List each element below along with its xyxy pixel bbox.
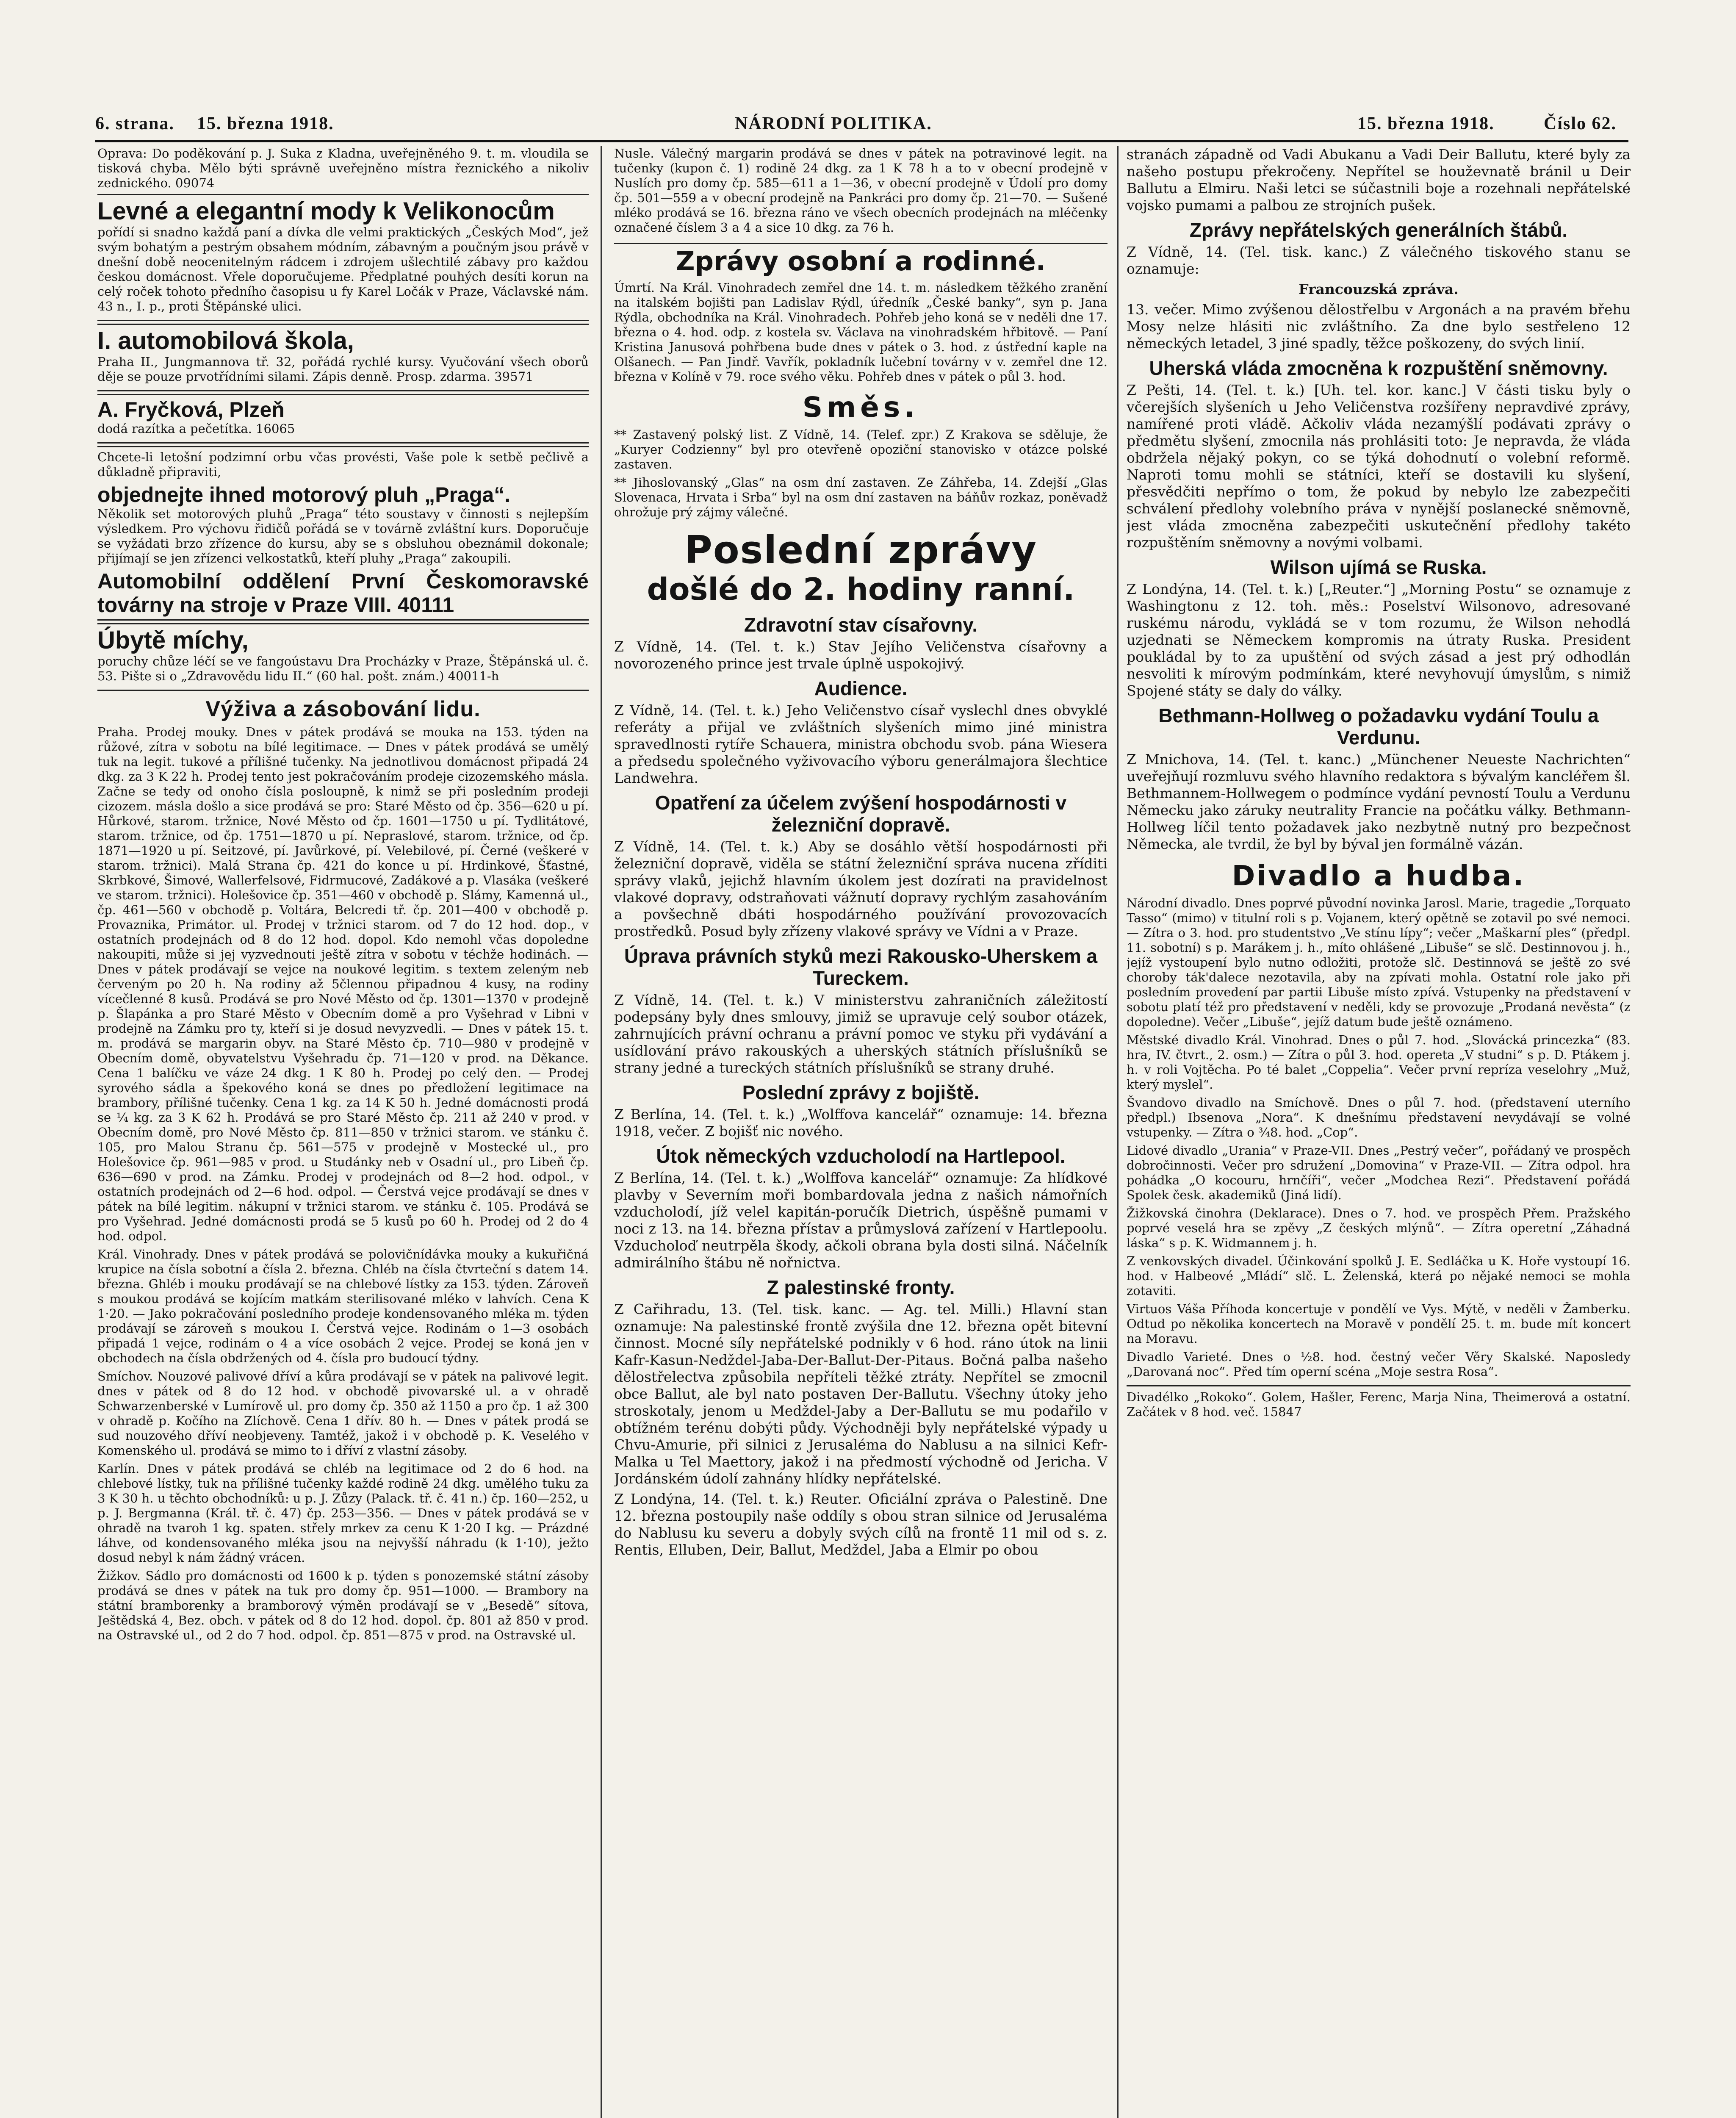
ad-title: Úbytě míchy,: [97, 627, 249, 654]
section-heading: Výživa a zásobování lidu.: [205, 697, 481, 721]
section-heading: Směs.: [802, 391, 919, 424]
correction-notice: Oprava: Do poděkování p. J. Suka z Kladna, uveřejněného 9. t. m. vloudila se tisková chyba. Mělo býti správně uveřejněno místra řeznického a nikoliv zednického. 09074: [97, 146, 589, 190]
article-heading: Zprávy nepřátelských generálních štábů.: [1189, 219, 1568, 241]
article-subheading: Francouzská zpráva.: [1299, 281, 1459, 297]
advertisement-motorovy-pluh: [97, 446, 589, 621]
article-heading: Opatření za účelem zvýšení hospodárnosti v železniční dopravě.: [655, 792, 1067, 836]
article-heading: Z palestinské fronty.: [767, 1276, 955, 1298]
article-paragraph: Švandovo divadlo na Smíchově. Dnes o půl 7. hod. (představení uterního předpl.) Ibsenova „Nora“. K dnešnímu představení nevydávají se volné vstupenky. — Zítra o ¾8. hod. „Cop“.: [1127, 1095, 1631, 1139]
article-paragraph: Král. Vinohrady. Dnes v pátek prodává se polovičnídávka mouky a kukuřičná krupice na čísla sobotní a čísla 2. března. Chléb na čísla čtvrteční s datem 14. března. Ghléb i mouku prodávají se na chlebové lístky za 153. týden. Zároveň s moukou prodává se kojícím matkám sterilisované mléko v lahvích. Cena K 1·20. — Jako pokračování posledního prodeje kondensovaného mléka m. týden prodávají se zároveň s moukou I. Čerstvá vejce. Rodinám o 1—3 osobách připadá 1 vejce, rodinám o 4 a více osobách 2 vejce. Prodej se koná jen v obchodech na čísla obdržených od 4. čísla pro budoucí týdny.: [97, 1247, 589, 1365]
article-paragraph: Karlín. Dnes v pátek prodává se chléb na legitimace od 2 do 6 hod. na chlebové lístky, tuk na přílišné tučenky každé rodině 24 dkg. umělého tuku za 3 K 30 h. u těchto obchodníků: u p. J. Zůzy (Palack. tř. č. 41 n.) čp. 160—252, u p. J. Bergmanna (Král. tř. č. 47) čp. 253—356. — Dnes v pátek prodává se v ohradě na tvaroh 1 kg. spaten. střely mrkev za cenu K 1·20 I kg. — Prázdné láhve, od kondensovaného mléka jsou na nejvyšší náhradu (k 1·10), ježto dosud nebyl k nám žádný vrácen.: [97, 1461, 589, 1565]
article-heading: Poslední zprávy z bojiště.: [742, 1081, 980, 1103]
article-heading: Útok německých vzducholodí na Hartlepool.: [656, 1145, 1066, 1167]
article-paragraph: Z Berlína, 14. (Tel. t. k.) „Wolffova kancelář“ oznamuje: Za hlídkové plavby v Severním moři bombardovala jedna z našich námořních vzducholodí, jíž velel kapitán-poručík Dietrich, úspěšně pumami v noci z 13. na 14. března přístav a průmyslová zařízení v Hartlepoolu. Vzducholoď neutrpěla škody, ačkoli obrana byla dosti silná. Náčelník admirálního štábu ně nořnictva.: [614, 1170, 1107, 1271]
section-heading: Zprávy osobní a rodinné.: [614, 243, 1107, 276]
left-column: [97, 146, 589, 2118]
issue-number: Číslo 62.: [1544, 114, 1617, 133]
ad-firm: Automobilní oddělení První Českomoravské továrny na stroje v Praze VIII. 40111: [97, 569, 589, 617]
advertisement-mody: [97, 194, 589, 321]
ad-body: dodá razítka a pečetítka. 16065: [97, 421, 295, 436]
article-paragraph: Z Vídně, 14. (Tel. t. k.) V ministerstvu zahraničních záležitostí podepsány byly dnes smlouvy, jimiž se upravuje celý soubor otázek, zahrnujících právní ochranu a právní pomoc ve styku při vydávání a usídlování právo rakouských a uherských státních příslušníků se strany jedné a tureckých státních příslušníků se strany druhé.: [614, 992, 1107, 1076]
advertisement-autoskola: [97, 324, 589, 391]
page-header: [95, 114, 1628, 139]
header-date-left: 15. března 1918.: [197, 114, 334, 133]
ad-body: Chcete-li letošní podzimní orbu včas provésti, Vaše pole k setbě pečlivě a důkladně připraviti,: [97, 450, 589, 479]
column-divider: [601, 146, 602, 2118]
header-date-right: 15. března 1918.: [1357, 114, 1495, 133]
header-rule: [95, 140, 1628, 142]
article-paragraph: Nusle. Válečný margarin prodává se dnes v pátek na potravinové legit. na tučenky (kupon č. 1) rodině 24 dkg. za 1 K 78 h a to v obecní prodejně v Nuslích pro domy čp. 585—611 a 1—36, v obecní prodejně v Údolí pro domy čp. 501—559 a v obecní prodejně na Pankráci pro domy čp. 21—70. — Sušené mléko prodává se 16. března ráno ve všech obecních prodejnách na mléčenky označené číslem 3 a 4 a sice 10 dkg. za 76 h.: [614, 146, 1107, 235]
masthead: NÁRODNÍ POLITIKA.: [735, 114, 932, 133]
article-heading: Uherská vláda zmocněna k rozpuštění sněmovny.: [1149, 357, 1608, 379]
article-paragraph: Národní divadlo. Dnes poprvé původní novinka Jarosl. Marie, tragedie „Torquato Tasso“ (mimo) v titulní roli s p. Vojanem, který opětně se zotavil po své nemoci. — Zítra o 3. hod. pro studentstvo „Ve stínu lípy“; večer „Maškarní ples“ (předpl. 11. sobotní) s p. Marákem j. h., míto ohlášené „Libuše“ se slč. Destinnovou j. h., jejíž vystoupení bylo nutno odložiti, protože slč. Destinnová se ještě zo své choroby ták'dalece nezotavila, aby na zpívati mohla. Ostatní role jako při posledním provedení par partii Libuše místo zpívá. Vstupenky na představení v sobotu platí též pro představení v neděli, kdy se provozuje „Prodaná nevěsta“ (z dopoledne). Večer „Libuše“, jejíž datum bude ještě oznámeno.: [1127, 896, 1631, 1029]
article-paragraph: Žižkovská činohra (Deklarace). Dnes o 7. hod. ve prospěch Přem. Pražského poprvé veselá hra se zpěvy „Z českých mlýnů“. — Zítra operetní „Záhadná láska“ s p. K. Widmannem j. h.: [1127, 1206, 1631, 1250]
article-paragraph: Praha. Prodej mouky. Dnes v pátek prodává se mouka na 153. týden na růžové, zítra v sobotu na bílé legitimace. — Dnes v pátek prodává se umělý tuk na legit. tukové a přílišné tučenky. Na jednotlivou domácnost připadá 24 dkg. za 3 K 22 h. Prodej tento jest pokračováním prodeje cizozemského másla. Začne se tedy od onoho čísla posloupně, k nimž se při posledním prodeji cizozem. másla došlo a sice prodává se pro: Staré Město od čp. 356—620 u pí. Hůrkové, starom. tržnice, Nové Město od čp. 1601—1750 u pí. Tydlitátové, starom. tržnice, od čp. 1751—1870 u pí. Nepraslové, starom. tržnice, od čp. 1871—1920 u pí. Seitzové, pí. Javůrkové, pí. Velebilové, pí. Černé (veškeré v starom. tržnici). Malá Strana čp. 421 do konce u pí. Hrdinkové, Šťastné, Skrbkové, Šimové, Wallerfelsové, Fidrmucové, Zadákové a p. Vlasáka (veškeré ve starom. tržnici). Holešovice čp. 351—460 v obchodě p. Slámy, Kamenná ul., čp. 461—560 v obchodě p. Voltára, Belcredi tř. čp. 201—400 v obchodě p. Provaznika, Primátor. ul. Prodej v tržnici starom. od 7 do 12 hod. dop., v ostatních prodejnách od 8 do 12 hod. dopol. Kdo nemohl včas dopoledne nakoupiti, může si jej vyzvednouti ještě zítra v sobotu v téchže hodinách. — Dnes v pátek prodávají se vejce na noukové legitim. s textem zeleným neb červeným po 20 h. Na rodiny až 5člennou připadnou 4 kusy, na rodiny vícečlenné 8 kusů. Prodává se pro Nové Město od čp. 1301—1370 v prodejně p. Šlapánka a pro Staré Město v Obecním domě a pro Vyšehrad v Libni v prodejně na Zámku pro ty, kteří si je dosud nevyzvedli. — Dnes v pátek 15. t. m. prodává se margarin obyv. na Staré Město čp. 710—980 v prodejně v Obecním domě, obyvatelstvu Vyšehradu čp. 71—120 v prod. na Děkance. Cena 1 balíčku ve váze 24 dkg. 1 K 80 h. Prodej po celý den. — Prodej syrového sádla a špekového koná se dnes po předložení legitimace na brambory, přílišné tučenky. Cena 1 kg. za 14 K 50 h. Jedné domácnosti prodá se ¼ kg. za 3 K 62 h. Prodává se pro Staré Město čp. 211 až 240 v prod. v Obecním domě, pro Nové Město čp. 811—850 v tržnici starom. ve stánku č. 105, pro Malou Stranu čp. 561—575 v prodejně v Mostecké ul., pro Holešovice čp. 961—985 v prod. u Studánky neb v Osadní ul., pro Libeň čp. 636—690 v prod. na Zámku. Prodej v prodejnách od 8—2 hod. odpol., v ostatních prodejnách od 2—6 hod. odpol. — Čerstvá vejce prodávají se dnes v pátek na bílé legitim. nákupní v tržnici starom. ve stánku č. 105. Prodává se pro Vyšehrad. Jedné domácnosti prodá se 5 kusů po 60 h. Prodej od 2 do 4 hod. odpol.: [97, 725, 589, 1243]
article-paragraph: Smíchov. Nouzové palivové dříví a kůra prodávají se v pátek na palivové legit. dnes v pátek od 8 do 12 hod. v obchodě pivovarské ul. a v ohradě Schwarzenberské v Lumírově ul. pro domy čp. 350 až 1150 a pro čp. 1 až 300 v ohradě p. Kočího na Zlíchově. Cena 1 dřív. 80 h. — Dnes v pátek prodá se sud nouzového dříví neobjeveny. Tamtéž, jakož i v obchodě p. K. Veselého v Komenského ul. prodává se mimo to i dříví z vlastní zásoby.: [97, 1369, 589, 1458]
section-heading: Divadlo a hudba.: [1232, 859, 1526, 892]
headline: Poslední zprávy: [684, 528, 1038, 572]
article-paragraph: Z Vídně, 14. (Tel. t. k.) Jeho Veličenstvo císař vyslechl dnes obvyklé referáty a přijal ve zvláštních slyšeních mimo jiné ministra spravedlnosti rytíře Schauera, ministra obchodu svob. pána Wiesera a předsedu společného vyživovacího výboru generálmajora šlechtice Landwehra.: [614, 702, 1107, 786]
article-paragraph: Z Mnichova, 14. (Tel. t. kanc.) „Münchener Neueste Nachrichten“ uveřejňují rozmluvu svého hlavního redaktora s bývalým kancléřem šl. Bethmannem-Hollwegem o podmínce vydání pevností Toulu a Verdunu Německu jako záruky neutrality Francie na počátku války. Bethmann-Hollweg líčil tento požadavek jako nezbytně nutný pro bezpečnost Německa, ale tvrdil, že byl by býval jen formálně vázán.: [1127, 751, 1631, 852]
article-heading: Zdravotní stav císařovny.: [744, 614, 978, 636]
footer-ad: [1127, 1385, 1631, 1419]
advertisement-razitka: [97, 394, 589, 444]
article-paragraph: Z Vídně, 14. (Tel. t. k.) Aby se dosáhlo větší hospodárnosti při železniční dopravě, viděla se státní železniční správa nucena zříditi správy vlaků, jejichž hlavním úkolem jest dozírati na pravidelnost vlakové dopravy, odstraňovati vážnutí dopravy rychlým zasahováním a povšechně dbáti hospodárného používání provozovacích prostředků. Posud byly zřízeny vlakové správy ve Vídni a v Praze.: [614, 838, 1107, 940]
ad-title: objednejte ihned motorový pluh „Praga“.: [97, 483, 511, 507]
advertisement-michy: [97, 623, 589, 691]
ad-body: pořídí si snadno každá paní a dívka dle velmi praktických „Českých Mod“, jež svým bohatým a pestrým obsahem módním, zábavným a poučným jsou právě v dnešní době neocenitelným rádcem i zdrojem ušlechtilé zábavy pro každou českou domácnost. Vřele doporučujeme. Předplatné pouhých desíti korun na celý roček tohoto předního časopisu u fy Karel Ločák v Praze, Václavské nám. 43 n., I. p., proti Štěpánské ulici.: [97, 225, 589, 313]
article-paragraph: Z Vídně, 14. (Tel. tisk. kanc.) Z válečného tiskového stanu se oznamuje:: [1127, 244, 1631, 277]
article-paragraph: Lidové divadlo „Urania“ v Praze-VII. Dnes „Pestrý večer“, pořádaný ve prospěch dobročinnosti. Večer pro sdružení „Domovina“ v Praze-VII. — Zítra odpol. hra pohádka „O kocouru, hrnčíři“, večer „Modchea Rezi“. Představení pořádá Spolek česk. akademiků (Jiná lidí).: [1127, 1143, 1631, 1202]
article-heading: Audience.: [814, 677, 908, 699]
ad-title: Levné a elegantní mody k Velikonocům: [97, 197, 555, 225]
article-heading: Wilson ujímá se Ruska.: [1270, 556, 1487, 578]
article-heading: Úprava právních styků mezi Rakousko-Uherskem a Tureckem.: [624, 945, 1098, 989]
article-paragraph: stranách západně od Vadi Abukanu a Vadi Deir Ballutu, které byly za našeho postupu překročeny. Nepřítel se houževnatě bránil u Deir Ballutu a Elmiru. Naši letci se súčastnili boje a rozehnali nepřátelské vojsko pumami a palbou ze strojních pušek.: [1127, 146, 1631, 213]
article-paragraph: Žižkov. Sádlo pro domácnosti od 1600 k p. týden s ponozemské státní zásoby prodává se dnes v pátek na tuk pro domy čp. 951—1000. — Brambory na státní bramborenky a bramborový výměn prodávají se v „Besedě“ sítova, Ještědská 4, Bez. obch. v pátek od 8 do 12 hod. dopol. čp. 801 až 850 v prod. na Ostravské ul., od 2 do 7 hod. odpol. čp. 851—875 v prod. na Ostravské ul.: [97, 1569, 589, 1642]
article-paragraph: Městské divadlo Král. Vinohrad. Dnes o půl 7. hod. „Slovácká princezka“ (83. hra, IV. čtvrt., 2. osm.) — Zítra o půl 3. hod. opereta „V studni“ s p. D. Ptákem j. h. v roli Vojtěcha. Po té balet „Coppelia“. Večer první repríza veselohry „Muž, který myslel“.: [1127, 1033, 1631, 1092]
ad-body: Několik set motorových pluhů „Praga“ této soustavy v činnosti s nejlepším výsledkem. Pro výchovu řidičů pořádá se v továrně zvláštní kurs. Doporučuje se vyžádati brzo zřízence do kursu, aby se s obsluhou obeznámil dokonale; přijímají se jen zřízenci velkostatků, kteří pluhy „Praga“ zakoupili.: [97, 507, 589, 566]
article-paragraph: Z Pešti, 14. (Tel. t. k.) [Uh. tel. kor. kanc.] V části tisku byly o včerejších slyšeních u Jeho Veličenstva rozšířeny nepravdivé zprávy, namířené proti vládě. Ačkoliv vláda nezamýšlí podávati zprávy o předmětu slyšení, zmocnila nás prohlásiti toto: Je nepravda, že vláda obdržela nějaký pokyn, co se týká dohodnutí o volební reformě. Naproti tomu mohli se státníci, kteří se dostavili ku slyšení, přesvědčiti nepřímo o tom, že pokud by nebylo lze zabezpečiti schválení předlohy volebního práva v nynější poslanecké sněmovně, jest vláda zmocněna zabezpečiti uskutečnění předlohy takéto rozpuštěním sněmovny a novými volbami.: [1127, 382, 1631, 551]
ad-body: Praha II., Jungmannova tř. 32, pořádá rychlé kursy. Vyučování všech oborů děje se pouze prvotřídními silami. Zápis denně. Prosp. zdarma. 39571: [97, 355, 589, 384]
article-paragraph: Z Londýna, 14. (Tel. t. k.) Reuter. Oficiální zpráva o Palestině. Dne 12. března postoupily naše oddíly s obou stran silnice od Jerusaléma do Nablusu ku severu a dobyly svých cílů na frontě 11 mil od s. z. Rentis, Elluben, Deir, Ballut, Medždel, Jaba a Elmir po obou: [614, 1491, 1107, 1558]
article-paragraph: Z venkovských divadel. Účinkování spolků J. E. Sedláčka u K. Hoře vystoupí 16. hod. v Halbeové „Mládí“ slč. L. Želenská, která po nějaké nemoci se mohla zotaviti.: [1127, 1254, 1631, 1298]
page-number: 6. strana.: [95, 114, 174, 133]
article-paragraph: Úmrtí. Na Král. Vinohradech zemřel dne 14. t. m. následkem těžkého zranění na italském bojišti pan Ladislav Rýdl, úředník „České banky“, syn p. Jana Rýdla, obchodníka na Král. Vinohradech. Pohřeb jeho koná se v neděli dne 17. března o 4. hod. odp. z kostela sv. Václava na vinohradském hřbitově. — Paní Kristina Janusová pohřbena bude dnes v pátek o 3. hod. z ústřední kaple na Olšanech. — Pan Jindř. Vavřík, pokladník lučební továrny v v. zemřel dne 12. března v Kolíně v 79. roce svého věku. Pohřeb dnes v pátek o půl 3. hod.: [614, 280, 1107, 384]
ad-title: A. Fryčková, Plzeň: [97, 398, 285, 421]
ad-title: I. automobilová škola,: [97, 327, 354, 355]
article-paragraph: Divadlo Varieté. Dnes o ½8. hod. čestný večer Věry Skalské. Naposledy „Darovaná noc“. Před tím operní scéna „Moje sestra Rosa“.: [1127, 1350, 1631, 1379]
headline-sub: došlé do 2. hodiny ranní.: [647, 571, 1075, 607]
article-paragraph: Z Berlína, 14. (Tel. t. k.) „Wolffova kancelář“ oznamuje: 14. března 1918, večer. Z bojišť nic nového.: [614, 1106, 1107, 1139]
article-paragraph: ** Jihoslovanský „Glas“ na osm dní zastaven. Ze Záhřeba, 14. Zdejší „Glas Slovenaca, Hrvata i Srba“ byl na osm dní zastaven na báňův rozkaz, poněvadž ohrožuje prý zájmy válečné.: [614, 475, 1107, 519]
article-paragraph: Z Londýna, 14. (Tel. t. k.) [„Reuter.“] „Morning Postu“ se oznamuje z Washingtonu z 12. toh. měs.: Poselství Wilsonovo, adresované ruskému národu, vykládá se v tom rozumu, že Wilson nehodlá uzjednati se Německem kompromis na útraty Ruska. President poukládal by to za upuštění od svých zásad a jest prý odhodlán nesvoliti k mírovým podmínkám, které nevyhovují úmyslům, s nimiž Spojené státy se daly do války.: [1127, 581, 1631, 699]
ad-body: poruchy chůze léčí se ve fangoústavu Dra Procházky v Praze, Štěpánská ul. č. 53. Pište si o „Zdravovědu lidu II.“ (60 hal. pošt. znám.) 40011-h: [97, 654, 589, 683]
article-heading: Bethmann-Hollweg o požadavku vydání Toulu a Verdunu.: [1158, 704, 1599, 749]
article-paragraph: Z Vídně, 14. (Tel. t. k.) Stav Jejího Veličenstva císařovny a novorozeného prince jest trvale úplně uspokojivý.: [614, 638, 1107, 672]
middle-column: [614, 146, 1107, 2118]
column-divider: [1117, 146, 1119, 2118]
article-paragraph: ** Zastavený polský list. Z Vídně, 14. (Telef. zpr.) Z Krakova se sděluje, že „Kuryer Codzienny“ byl pro otevřeně opoziční stanovisko v otázce polské zastaven.: [614, 427, 1107, 471]
article-paragraph: Z Cařihradu, 13. (Tel. tisk. kanc. — Ag. tel. Milli.) Hlavní stan oznamuje: Na palestinské frontě zvýšila dne 12. března opět bitevní činnost. Mocné síly nepřátelské podnikly v 6 hod. ráno útok na linii Kafr-Kasun-Nedždel-Jaba-Der-Ballut-Der-Pitaus. Bočná palba našeho dělostřelectva způsobila nepříteli těžké ztráty. Nepřítel se zmocnil obce Ballut, ale byl nato postaven Der-Ballutu. Všechny útoky jeho stroskotaly, jenom u Medždel-Jaby a Der-Ballutu se mu podařilo v obtížném terénu dobýti půdy. Východněji byly nepřátelské výpady u Chvu-Amurie, při silnici z Jerusaléma do Nablusu a na silnici Kefr-Malka u Tel Maettory, jakož i na předmostí východně od Jericha. V Jordánském údolí zahnány hlídky nepřátelské.: [614, 1301, 1107, 1487]
footer-ad-text: Divadélko „Rokoko“. Golem, Hašler, Ferenc, Marja Nina, Theimerová a ostatní. Začátek v 8 hod. več. 15847: [1127, 1390, 1631, 1419]
article-paragraph: 13. večer. Mimo zvýšenou dělostřelbu v Argonách a na pravém břehu Mosy nelze hlásiti nic zvláštního. Za dne bylo sestřeleno 12 německých letadel, 3 jiné spadly, těžce poškozeny, do svých linií.: [1127, 301, 1631, 352]
right-column: [1127, 146, 1631, 2118]
article-paragraph: Virtuos Váša Příhoda koncertuje v pondělí ve Vys. Mýtě, v neděli v Žamberku. Odtud po několika koncertech na Moravě v pondělí 25. t. m. bude mít koncert na Moravu.: [1127, 1302, 1631, 1346]
